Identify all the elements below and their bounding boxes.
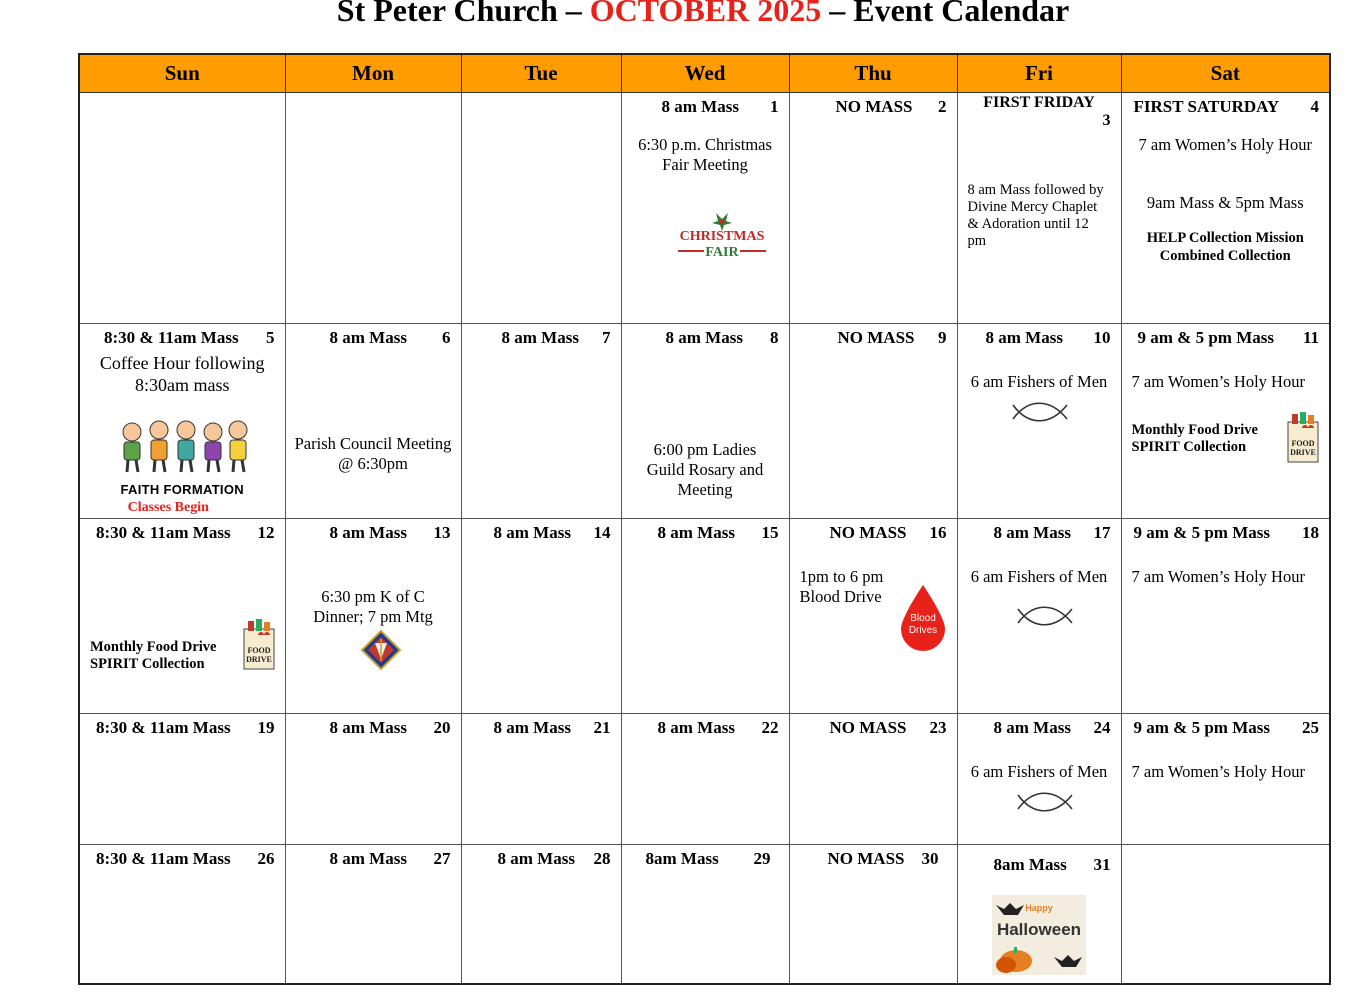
day-number: 22 [761,717,779,737]
day-head: 8 am Mass [993,523,1071,543]
event-text: 6:30 pm K of C Dinner; 7 pm Mtg [313,587,433,627]
day-cell-12 [79,519,285,713]
day-cell-23 [789,713,957,844]
day-head: 8 am Mass [657,523,735,543]
day-cell-15 [621,519,789,713]
day-number: 7 [602,328,611,348]
day-cell-22 [621,713,789,844]
event-text: 7 am Women’s Holy Hour [1131,567,1305,587]
day-number: 11 [1302,328,1319,348]
day-cell-27 [285,844,461,984]
christmas-fair-logo-text: CHRISTMAS [679,229,764,245]
day-head: NO MASS [829,523,907,543]
day-head: FIRST FRIDAY [983,94,1095,112]
day-cell-16 [789,519,957,713]
fish-icon [1016,605,1074,627]
day-number: 13 [433,523,451,543]
day-head: 8am Mass [645,848,719,868]
day-cell-18 [1121,519,1330,713]
day-head: 8 am Mass [329,523,407,543]
day-number: 28 [593,848,611,868]
day-cell-24 [957,713,1121,844]
blood-drop-text-2: Drives [908,625,937,637]
day-head: NO MASS [835,97,913,117]
title-month: OCTOBER 2025 [589,0,822,28]
weekday-header-row [79,54,1330,93]
day-head: NO MASS [837,328,915,348]
day-head: 8 am Mass [661,97,739,117]
empty-cell [1121,844,1330,984]
day-cell-8 [621,324,789,519]
event-text: 6:30 p.m. Christmas Fair Meeting [638,135,772,175]
halloween-image-text: Happy [1024,902,1053,913]
day-number: 30 [921,848,939,868]
day-cell-14 [461,519,621,713]
day-number: 26 [257,848,275,868]
event-text: 7 am Women’s Holy Hour [1138,135,1312,155]
day-number: 23 [929,717,947,737]
day-cell-7 [461,324,621,519]
event-text: Coffee Hour following 8:30am mass [99,353,265,396]
day-number: 16 [929,523,947,543]
fish-icon [1016,791,1074,813]
day-head: 9 am & 5 pm Mass [1133,717,1270,737]
food-drive-bag-icon [242,617,276,671]
day-cell-26 [79,844,285,984]
day-number: 27 [433,848,451,868]
event-text: 6 am Fishers of Men [970,372,1108,392]
day-head: 8 am Mass [329,848,407,868]
day-number: 18 [1302,523,1319,543]
day-number: 6 [442,328,451,348]
day-head: 8:30 & 11am Mass [96,523,231,543]
day-number: 5 [266,328,275,348]
day-cell-10 [957,324,1121,519]
day-cell-29 [621,844,789,984]
week-row [79,93,1330,324]
day-number: 21 [593,717,611,737]
calendar-grid [78,53,1331,985]
day-head: 8am Mass [993,854,1067,874]
day-head: 8 am Mass [501,328,579,348]
day-head: 8 am Mass [497,848,575,868]
day-cell-20 [285,713,461,844]
day-cell-31 [957,844,1121,984]
christmas-fair-logo [676,209,768,261]
day-cell-21 [461,713,621,844]
weekday-mon: Mon [285,54,461,93]
weekday-fri: Fri [957,54,1121,93]
classes-begin-label: Classes Begin [127,500,209,516]
food-drive-label: FOOD [1290,439,1315,449]
day-number: 29 [753,848,771,868]
week-row [79,519,1330,713]
day-head: 9 am & 5 pm Mass [1133,523,1270,543]
christmas-fair-logo-text-2: FAIR [704,245,739,261]
day-head: 8 am Mass [985,328,1063,348]
svg-text:DRIVE: DRIVE [1289,448,1316,458]
day-head: 8 am Mass [329,717,407,737]
event-text: 1pm to 6 pm Blood Drive [799,567,884,607]
day-cell-2 [789,93,957,324]
day-number: 12 [257,523,275,543]
event-text: 8 am Mass followed by Divine Mercy Chaplet & Adoration until 12 pm [967,182,1104,250]
event-text: HELP Collection Mission Combined Collection [1146,230,1304,264]
event-text: Monthly Food Drive SPIRIT Collection [90,639,217,673]
weekday-wed: Wed [621,54,789,93]
day-number: 15 [761,523,779,543]
day-cell-5 [79,324,285,519]
day-head: 8:30 & 11am Mass [96,717,231,737]
day-number: 2 [938,97,947,117]
event-text: 6 am Fishers of Men [970,567,1108,587]
day-cell-17 [957,519,1121,713]
day-number: 10 [1093,328,1111,348]
day-cell-4 [1121,93,1330,324]
day-cell-11 [1121,324,1330,519]
day-head: 8 am Mass [993,717,1071,737]
day-number: 8 [770,328,779,348]
day-head: 8:30 & 11am Mass [96,848,231,868]
event-text: Monthly Food Drive SPIRIT Collection [1131,422,1258,456]
page-title: St Peter Church – OCTOBER 2025 – Event Calendar [0,0,1372,29]
week-row [79,324,1330,519]
day-head: 8:30 & 11am Mass [104,328,239,348]
day-head: 8 am Mass [493,717,571,737]
knights-of-columbus-emblem-icon [360,629,402,671]
event-text: 6:00 pm Ladies Guild Rosary and Meeting [646,440,764,500]
weekday-tue: Tue [461,54,621,93]
faith-formation-children-image [114,418,254,476]
day-head: 9 am & 5 pm Mass [1137,328,1274,348]
day-cell-19 [79,713,285,844]
blood-drop-text: Blood [909,613,936,625]
day-number: 31 [1093,854,1111,874]
day-number: 1 [770,97,779,117]
svg-text:DRIVE: DRIVE [246,655,272,665]
event-text: 9am Mass & 5pm Mass [1146,193,1304,213]
day-cell-1 [621,93,789,324]
day-number: 20 [433,717,451,737]
day-number: 3 [1102,112,1111,130]
food-drive-bag-icon [1286,410,1320,464]
day-head: 8 am Mass [665,328,743,348]
day-cell-25 [1121,713,1330,844]
event-text: 6 am Fishers of Men [970,761,1108,781]
week-row [79,844,1330,984]
empty-cell [461,93,621,324]
event-text: 7 am Women’s Holy Hour [1131,761,1305,781]
week-row [79,713,1330,844]
day-head: 8 am Mass [493,523,571,543]
weekday-sat: Sat [1121,54,1330,93]
day-number: 9 [938,328,947,348]
empty-cell [285,93,461,324]
day-number: 24 [1093,717,1111,737]
weekday-sun: Sun [79,54,285,93]
fish-icon [1011,401,1069,423]
day-head: 8 am Mass [657,717,735,737]
day-head: NO MASS [829,717,907,737]
day-head: FIRST SATURDAY [1133,97,1280,117]
empty-cell [79,93,285,324]
day-head: NO MASS [827,848,905,868]
halloween-image-text-2: Halloween [996,919,1081,939]
day-number: 19 [257,717,275,737]
day-cell-28 [461,844,621,984]
faith-formation-label: FAITH FORMATION [120,482,244,498]
day-cell-30 [789,844,957,984]
event-text: 7 am Women’s Holy Hour [1131,372,1305,392]
day-cell-3 [957,93,1121,324]
day-number: 4 [1310,97,1319,117]
day-cell-6 [285,324,461,519]
day-head: 8 am Mass [329,328,407,348]
day-number: 14 [593,523,611,543]
day-number: 25 [1302,717,1319,737]
blood-drop-icon [898,583,948,655]
day-cell-9 [789,324,957,519]
halloween-image [992,895,1086,975]
weekday-thu: Thu [789,54,957,93]
svg-text:FOOD: FOOD [247,646,271,656]
event-text: Parish Council Meeting @ 6:30pm [294,434,452,474]
day-cell-13 [285,519,461,713]
day-number: 17 [1093,523,1111,543]
